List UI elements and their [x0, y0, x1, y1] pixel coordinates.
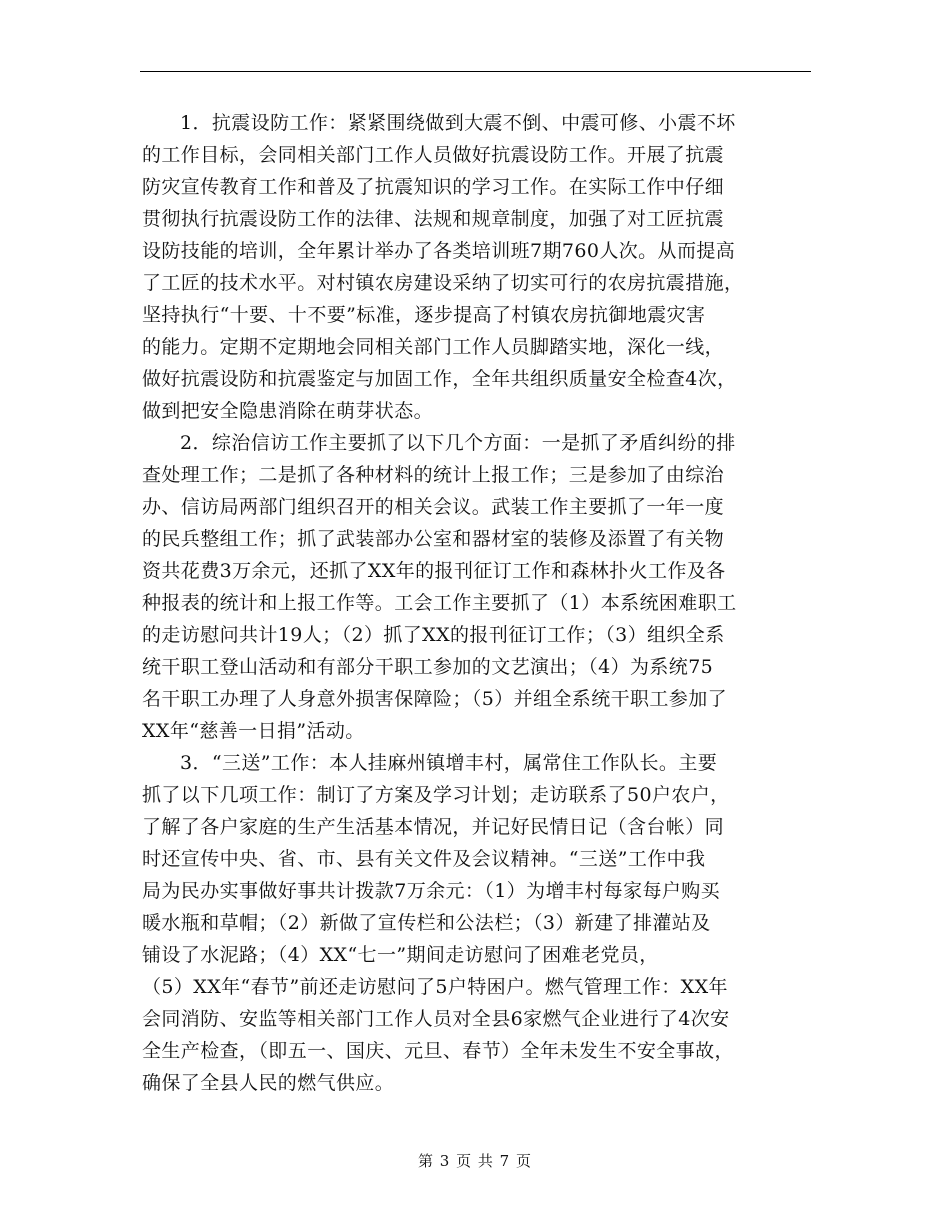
document-body	[142, 107, 810, 1099]
header-rule	[140, 71, 811, 72]
paragraph-3	[142, 747, 810, 1099]
text-line: 做到把安全隐患消除在萌芽状态。	[142, 400, 434, 422]
text-line: 设防技能的培训，全年累计举办了各类培训班7期760人次。从而提高	[142, 240, 736, 262]
text-line: XX年“慈善一日捐”活动。	[142, 720, 365, 742]
text-line: 会同消防、安监等相关部门工作人员对全县6家燃气企业进行了4次安	[142, 1008, 730, 1030]
paragraph-1	[142, 107, 810, 427]
text-line: 防灾宣传教育工作和普及了抗震知识的学习工作。在实际工作中仔细	[142, 176, 725, 198]
text-line: 的工作目标，会同相关部门工作人员做好抗震设防工作。开展了抗震	[142, 144, 725, 166]
paragraph-2	[142, 427, 810, 747]
text-line: 铺设了水泥路；（4）XX“七一”期间走访慰问了困难老党员，	[142, 944, 659, 966]
page-number-footer: 第 3 页 共 7 页	[418, 1152, 532, 1170]
text-line: 抓了以下几项工作：制订了方案及学习计划；走访联系了50户农户，	[142, 784, 730, 806]
text-line: 查处理工作；二是抓了各种材料的统计上报工作；三是参加了由综治	[142, 464, 725, 486]
text-line: 了工匠的技术水平。对村镇农房建设采纳了切实可行的农房抗震措施，	[142, 272, 744, 294]
text-line: 办、信访局两部门组织召开的相关会议。武装工作主要抓了一年一度	[142, 496, 725, 518]
text-line: 暖水瓶和草帽；（2）新做了宣传栏和公法栏；（3）新建了排灌站及	[142, 912, 711, 934]
text-line: 做好抗震设防和抗震鉴定与加固工作，全年共组织质量安全检查4次，	[142, 368, 737, 390]
text-line: 时还宣传中央、省、市、县有关文件及会议精神。“三送”工作中我	[142, 848, 706, 870]
text-line: 资共花费3万余元，还抓了XX年的报刊征订工作和森林扑火工作及各	[142, 560, 726, 582]
text-line: 了解了各户家庭的生产生活基本情况，并记好民情日记（含台帐）同	[142, 816, 725, 838]
text-line: 确保了全县人民的燃气供应。	[142, 1072, 395, 1094]
text-line: 2．综治信访工作主要抓了以下几个方面：一是抓了矛盾纠纷的排	[180, 432, 736, 454]
text-line: 名干职工办理了人身意外损害保障险；（5）并组全系统干职工参加了	[142, 688, 727, 710]
text-line: 1．抗震设防工作：紧紧围绕做到大震不倒、中震可修、小震不坏	[180, 112, 736, 134]
text-line: 的民兵整组工作；抓了武装部办公室和器材室的装修及添置了有关物	[142, 528, 725, 550]
text-line: 全生产检查，（即五一、国庆、元旦、春节）全年未发生不安全事故，	[142, 1040, 734, 1062]
text-line: 种报表的统计和上报工作等。工会工作主要抓了（1）本系统困难职工	[142, 592, 737, 614]
text-line: （5）XX年“春节”前还走访慰问了5户特困户。燃气管理工作：XX年	[142, 976, 728, 998]
text-line: 统干职工登山活动和有部分干职工参加的文艺演出；（4）为系统75	[142, 656, 714, 678]
text-line: 坚持执行“十要、十不要”标准，逐步提高了村镇农房抗御地震灾害	[142, 304, 706, 326]
text-line: 3．“三送”工作：本人挂麻州镇增丰村，属常住工作队长。主要	[180, 752, 718, 774]
text-line: 局为民办实事做好事共计拨款7万余元：（1）为增丰村每家每户购买	[142, 880, 721, 902]
text-line: 的能力。定期不定期地会同相关部门工作人员脚踏实地，深化一线，	[142, 336, 725, 358]
text-line: 贯彻执行抗震设防工作的法律、法规和规章制度，加强了对工匠抗震	[142, 208, 725, 230]
text-line: 的走访慰问共计19人；（2）抓了XX的报刊征订工作；（3）组织全系	[142, 624, 725, 646]
